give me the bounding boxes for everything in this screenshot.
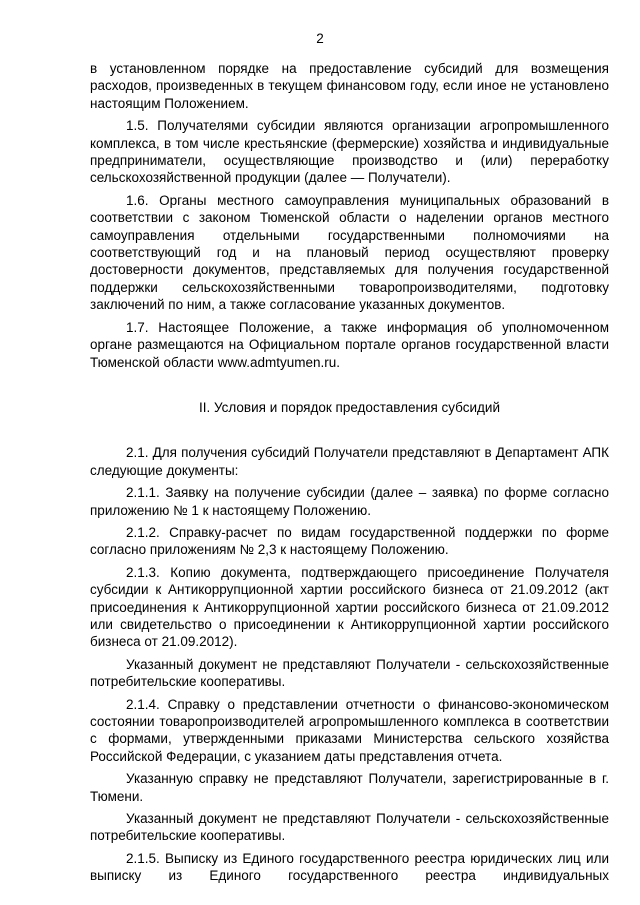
paragraph-2-1-2: 2.1.2. Справку-расчет по видам государственной поддержки по форме согласно приложениям № 2,3 к настоящему Положению.	[90, 524, 609, 558]
paragraph-2-1-4: 2.1.4. Справку о представлении отчетности о финансово-экономическом состоянии товаропроизводителей агропромышленного комплекса в соответствии с формами, утвержденными приказами Министерства сельского хозяйства Российской Федерации, с указанием даты представления отчета.	[90, 696, 609, 764]
paragraph-2-1-5: 2.1.5. Выписку из Единого государственного реестра юридических лиц или выписку из Единого государственного реестра индивидуальных	[90, 850, 609, 884]
paragraph-1-7: 1.7. Настоящее Положение, а также информация об уполномоченном органе размещаются на Официальном портале органов государственной власти Тюменской области www.admtyumen.ru.	[90, 319, 609, 370]
paragraph-1-6: 1.6. Органы местного самоуправления муниципальных образований в соответствии с законом Тюменской области о наделении органов местного самоуправления отдельными государственными полномочиями на соответствующий год и на плановый период осуществляют проверку достоверности документов, представляемых для получения государственной поддержки сельскохозяйственными товаропроизводителями, подготовку заключений по ним, а также согласование указанных документов.	[90, 192, 609, 313]
paragraph-continuation: в установленном порядке на предоставление субсидий для возмещения расходов, произведенных в текущем финансовом году, если иное не установлено настоящим Положением.	[90, 61, 609, 111]
page-number: 2	[316, 31, 324, 46]
paragraph-note-tyumen: Указанную справку не представляют Получатели, зарегистрированные в г. Тюмени.	[90, 771, 609, 804]
paragraph-note-cooperatives: Указанный документ не представляют Получатели - сельскохозяйственные потребительские кооперативы.	[90, 656, 609, 690]
paragraph-note-cooperatives-2: Указанный документ не представляют Получатели - сельскохозяйственные потребительские кооперативы.	[90, 811, 609, 844]
paragraph-2-1-1: 2.1.1. Заявку на получение субсидии (далее – заявка) по форме согласно приложению № 1 к настоящему Положению.	[90, 485, 609, 518]
section-heading: II. Условия и порядок предоставления субсидий	[198, 399, 501, 415]
paragraph-1-5: 1.5. Получателями субсидии являются организации агропромышленного комплекса, в том числе крестьянские (фермерские) хозяйства и индивидуальные предприниматели, осуществляющие производство и (или) переработку сельскохозяйственной продукции (далее — Получатели).	[90, 118, 609, 186]
paragraph-2-1-3: 2.1.3. Копию документа, подтверждающего присоединение Получателя субсидии к Антикоррупционной хартии российского бизнеса от 21.09.2012 (акт присоединения к Антикоррупционной хартии российского бизнеса от 21.09.2012 или свидетельство о присоединении к Антикоррупционной хартии российского бизнеса от 21.09.2012).	[90, 564, 609, 650]
document-body	[90, 60, 609, 890]
paragraph-2-1: 2.1. Для получения субсидий Получатели представляют в Департамент АПК следующие документы:	[90, 445, 609, 478]
